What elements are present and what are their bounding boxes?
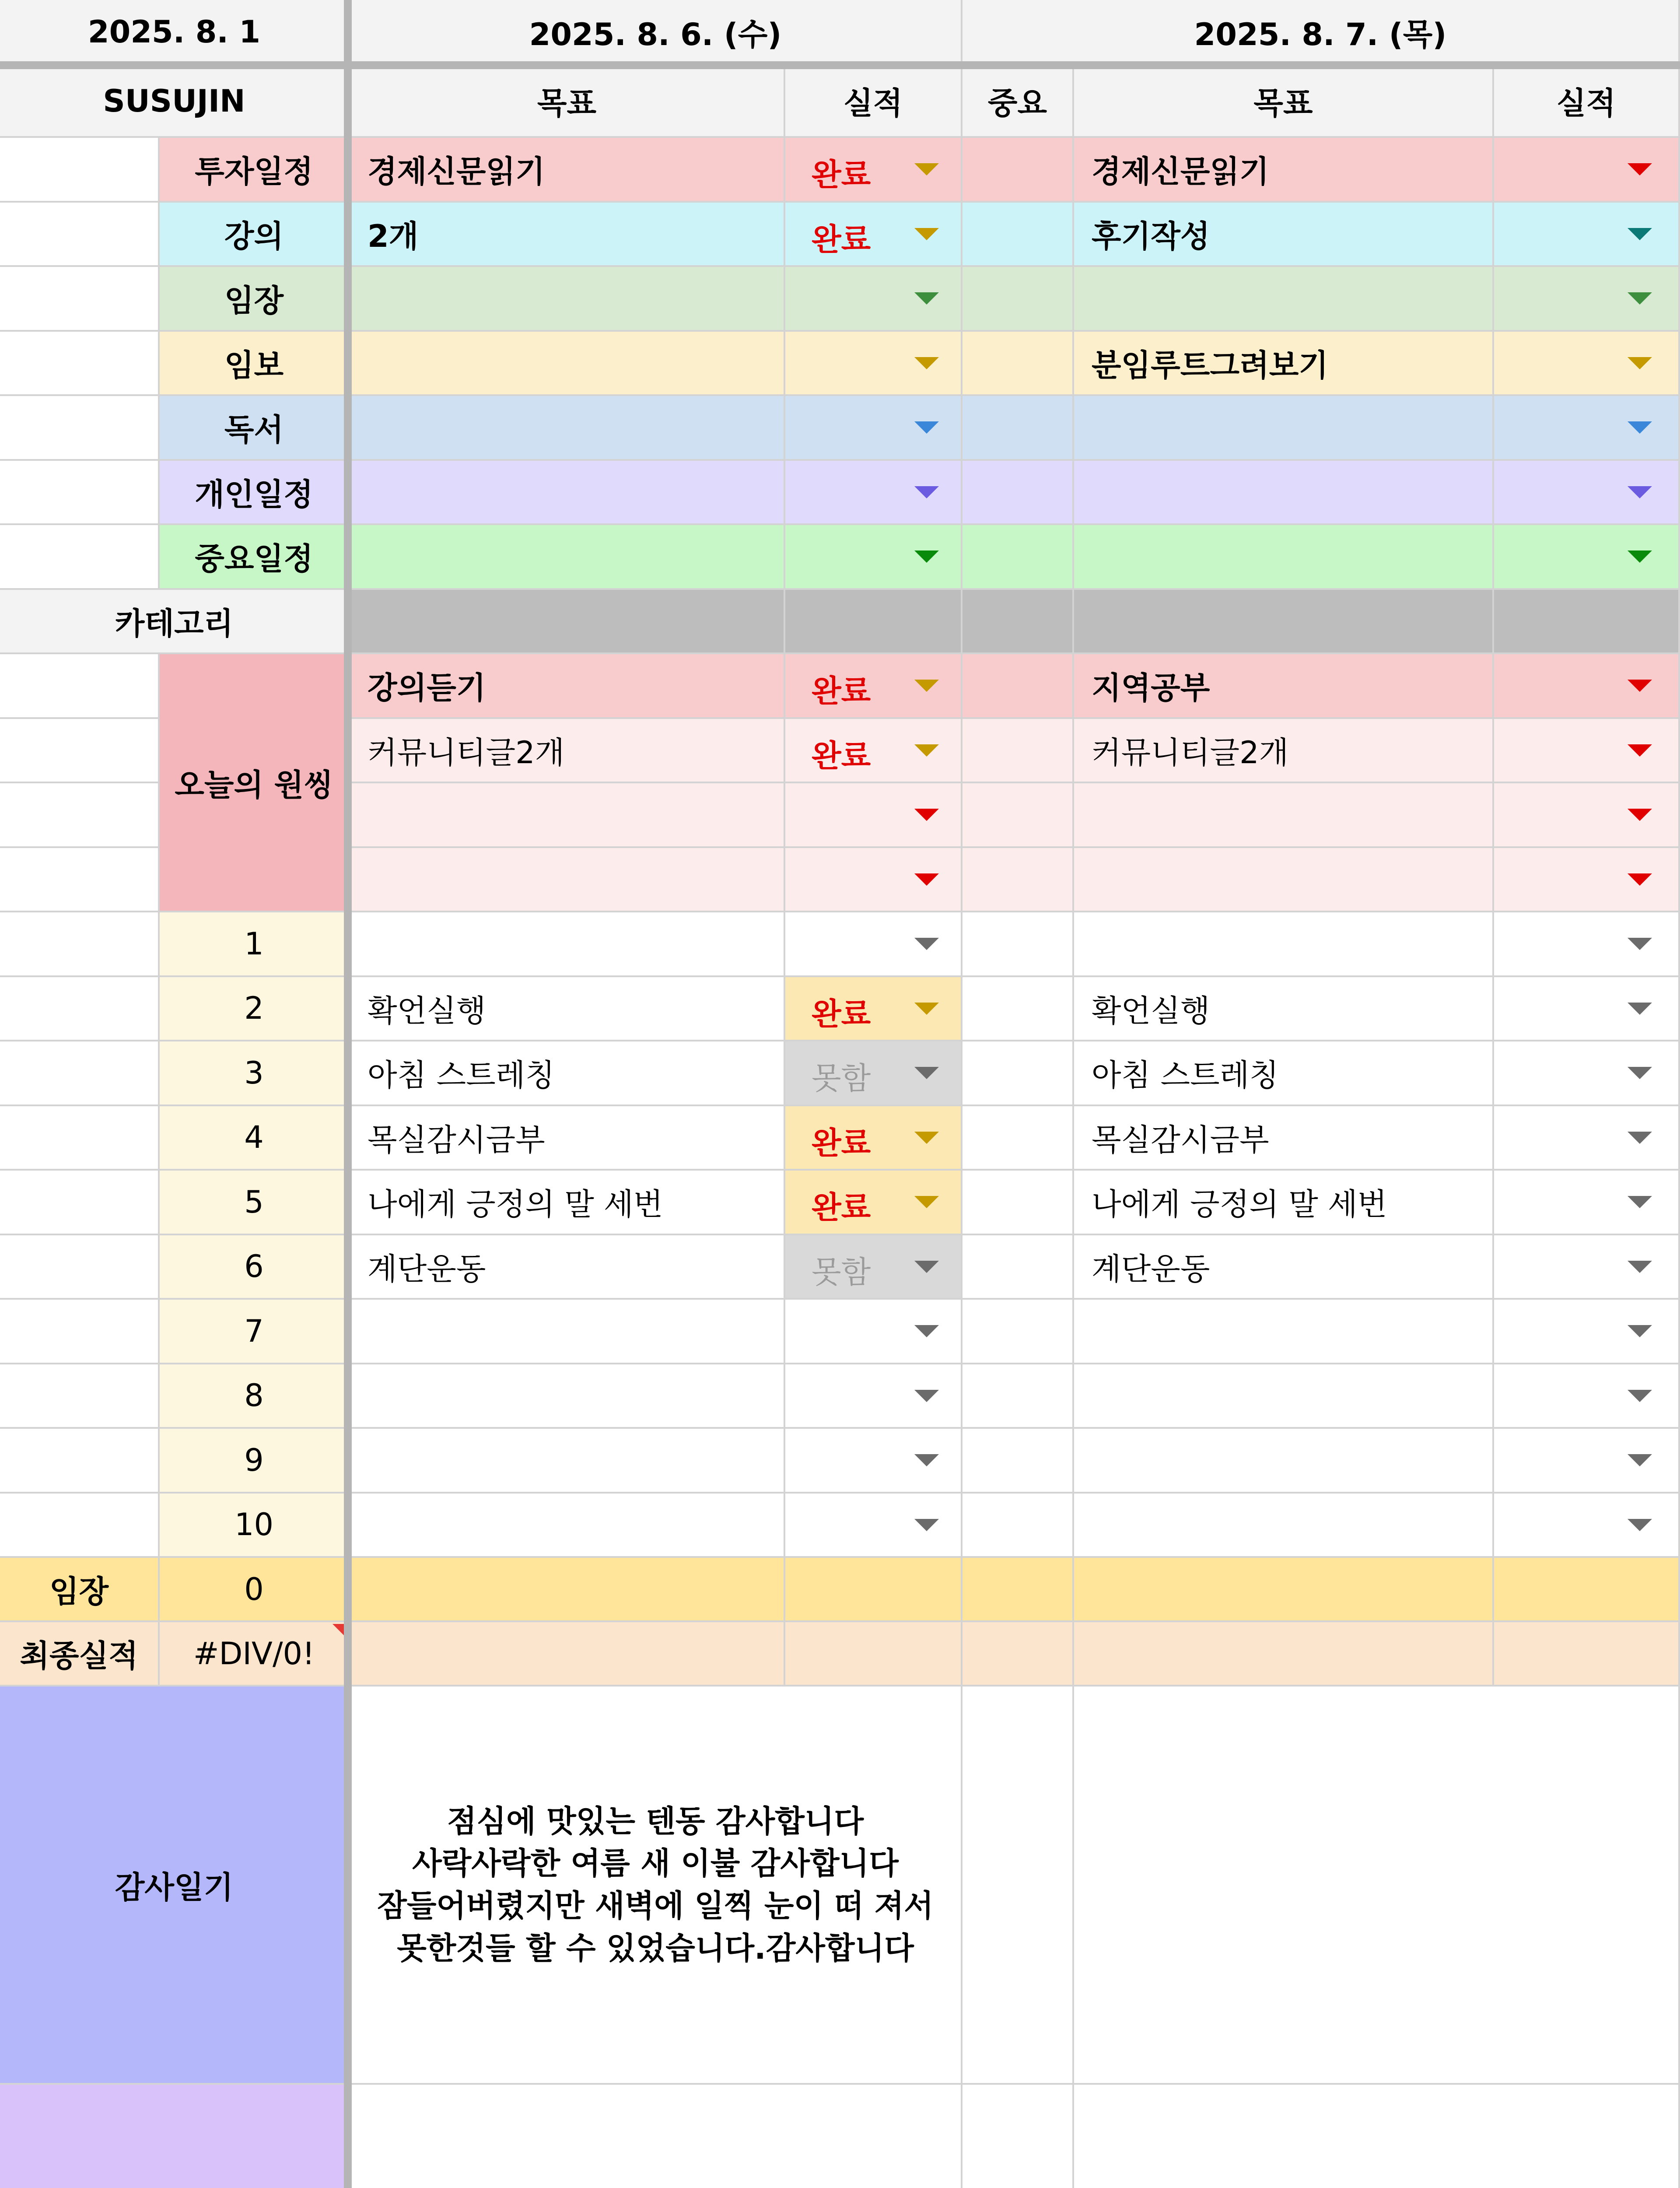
dropdown-arrow-icon[interactable]	[914, 292, 939, 305]
blank-cell	[0, 848, 160, 913]
habit-number: 6	[160, 1235, 350, 1300]
imjang-value: 0	[160, 1558, 350, 1622]
dropdown-arrow-icon[interactable]	[1628, 1196, 1652, 1208]
onething-goal[interactable]: 커뮤니티글2개	[1074, 719, 1494, 784]
result-cell[interactable]	[1494, 912, 1680, 977]
col-goal-1: 목표	[350, 66, 785, 138]
date-left: 2025. 8. 1	[0, 0, 350, 66]
category-label: 강의	[160, 203, 350, 267]
dropdown-arrow-icon[interactable]	[914, 1325, 939, 1337]
category-bar	[1074, 590, 1494, 655]
goal-cell[interactable]: 경제신문읽기	[1074, 138, 1494, 203]
blank-cell	[0, 1429, 160, 1494]
habit-goal[interactable]	[1074, 912, 1494, 977]
dropdown-arrow-icon[interactable]	[1628, 1390, 1652, 1402]
blank-cell	[0, 1494, 160, 1558]
dropdown-arrow-icon[interactable]	[914, 551, 939, 563]
onething-goal[interactable]	[350, 848, 785, 913]
dropdown-arrow-icon[interactable]	[914, 1261, 939, 1273]
result-status: 완료	[812, 221, 871, 257]
result-cell[interactable]	[1494, 138, 1680, 203]
important-cell[interactable]	[962, 525, 1074, 590]
dropdown-arrow-icon[interactable]	[1628, 357, 1652, 369]
habit-number: 2	[160, 977, 350, 1042]
gratitude-line: 사락사락한 여름 새 이불 감사합니다	[412, 1845, 899, 1882]
dropdown-arrow-icon[interactable]	[1628, 163, 1652, 175]
dropdown-arrow-icon[interactable]	[914, 163, 939, 175]
category-label: 임장	[160, 267, 350, 332]
habit-number: 4	[160, 1106, 350, 1171]
result-status: 완료	[812, 737, 871, 774]
habit-goal[interactable]	[350, 912, 785, 977]
dropdown-arrow-icon[interactable]	[1628, 1261, 1652, 1273]
habit-number: 8	[160, 1364, 350, 1429]
habit-goal[interactable]	[1074, 1364, 1494, 1429]
dropdown-arrow-icon[interactable]	[1628, 744, 1652, 757]
goal-cell[interactable]: 분임루트그려보기	[1074, 332, 1494, 396]
dropdown-arrow-icon[interactable]	[914, 1519, 939, 1531]
result-cell[interactable]	[1494, 525, 1680, 590]
gratitude-text[interactable]	[350, 1687, 962, 2085]
result-status: 못함	[812, 1254, 871, 1290]
goal-cell[interactable]	[350, 396, 785, 461]
result-cell[interactable]	[1494, 1429, 1680, 1494]
onething-goal[interactable]: 지역공부	[1074, 654, 1494, 719]
result-status: 완료	[812, 157, 871, 193]
col-result-1: 실적	[785, 66, 962, 138]
blank-cell	[0, 461, 160, 526]
user-name: SUSUJIN	[0, 66, 350, 138]
habit-goal[interactable]: 확언실행	[350, 977, 785, 1042]
date-right: 2025. 8. 7. (목)	[962, 0, 1680, 66]
important-cell[interactable]	[962, 912, 1074, 977]
habit-number: 10	[160, 1494, 350, 1558]
result-status: 완료	[812, 996, 871, 1032]
blank-cell	[962, 1687, 1074, 2085]
important-cell[interactable]	[962, 138, 1074, 203]
blank-cell	[0, 1235, 160, 1300]
dropdown-arrow-icon[interactable]	[914, 1003, 939, 1015]
important-cell[interactable]	[962, 1494, 1074, 1558]
result-cell[interactable]	[1494, 654, 1680, 719]
category-label: 투자일정	[160, 138, 350, 203]
habit-goal[interactable]: 목실감시금부	[1074, 1106, 1494, 1171]
important-cell[interactable]	[962, 1300, 1074, 1364]
result-cell[interactable]	[1494, 1364, 1680, 1429]
blank-cell	[0, 1041, 160, 1106]
blank-cell	[0, 912, 160, 977]
dropdown-arrow-icon[interactable]	[914, 486, 939, 498]
blank-cell	[0, 783, 160, 848]
dropdown-arrow-icon[interactable]	[1628, 809, 1652, 821]
dropdown-arrow-icon[interactable]	[914, 228, 939, 240]
dropdown-arrow-icon[interactable]	[914, 1067, 939, 1079]
blank-cell	[0, 267, 160, 332]
important-cell[interactable]	[962, 267, 1074, 332]
onething-goal[interactable]	[1074, 783, 1494, 848]
col-result-2: 실적	[1494, 66, 1680, 138]
dropdown-arrow-icon[interactable]	[914, 1454, 939, 1466]
category-label: 중요일정	[160, 525, 350, 590]
onething-goal[interactable]	[1074, 848, 1494, 913]
habit-goal[interactable]: 목실감시금부	[350, 1106, 785, 1171]
date-mid: 2025. 8. 6. (수)	[350, 0, 962, 66]
important-cell[interactable]	[962, 654, 1074, 719]
dropdown-arrow-icon[interactable]	[914, 809, 939, 821]
habit-goal[interactable]: 계단운동	[350, 1235, 785, 1300]
dropdown-arrow-icon[interactable]	[1628, 228, 1652, 240]
summary-cell	[785, 1622, 962, 1687]
result-cell[interactable]	[1494, 1171, 1680, 1235]
result-cell[interactable]	[1494, 332, 1680, 396]
important-cell[interactable]	[962, 1106, 1074, 1171]
dropdown-arrow-icon[interactable]	[914, 873, 939, 886]
dropdown-arrow-icon[interactable]	[914, 421, 939, 434]
goal-cell[interactable]: 후기작성	[1074, 203, 1494, 267]
review-label	[0, 2085, 350, 2188]
result-status: 못함	[812, 1060, 871, 1096]
goal-cell[interactable]: 경제신문읽기	[350, 138, 785, 203]
result-cell[interactable]	[1494, 977, 1680, 1042]
habit-goal[interactable]	[350, 1300, 785, 1364]
summary-cell	[1074, 1558, 1494, 1622]
goal-cell[interactable]	[1074, 525, 1494, 590]
habit-goal[interactable]	[350, 1364, 785, 1429]
category-label: 독서	[160, 396, 350, 461]
summary-cell	[962, 1558, 1074, 1622]
habit-goal[interactable]	[1074, 1494, 1494, 1558]
final-label: 최종실적	[0, 1622, 160, 1687]
summary-cell	[1494, 1622, 1680, 1687]
goal-cell[interactable]	[1074, 461, 1494, 526]
habit-goal[interactable]: 아침 스트레칭	[1074, 1041, 1494, 1106]
dropdown-arrow-icon[interactable]	[914, 680, 939, 692]
summary-cell	[350, 1622, 785, 1687]
review-text[interactable]	[350, 2085, 962, 2188]
habit-goal[interactable]	[1074, 1300, 1494, 1364]
dropdown-arrow-icon[interactable]	[1628, 1454, 1652, 1466]
goal-cell[interactable]	[1074, 396, 1494, 461]
blank-cell	[0, 332, 160, 396]
dropdown-arrow-icon[interactable]	[1628, 1067, 1652, 1079]
result-cell[interactable]	[1494, 396, 1680, 461]
gratitude-cell-2[interactable]	[1074, 1687, 1680, 2085]
habit-goal[interactable]	[350, 1429, 785, 1494]
important-cell[interactable]	[962, 848, 1074, 913]
habit-goal[interactable]: 아침 스트레칭	[350, 1041, 785, 1106]
goal-cell[interactable]	[350, 332, 785, 396]
gratitude-line: 못한것들 할 수 있었습니다.감사합니다	[397, 1930, 914, 1966]
result-cell[interactable]	[1494, 783, 1680, 848]
dropdown-arrow-icon[interactable]	[1628, 938, 1652, 950]
important-cell[interactable]	[962, 977, 1074, 1042]
blank-cell	[0, 1364, 160, 1429]
important-cell[interactable]	[962, 1364, 1074, 1429]
important-cell[interactable]	[962, 1041, 1074, 1106]
gratitude-line: 잠들어버렸지만 새벽에 일찍 눈이 떠 져서	[377, 1888, 934, 1924]
result-status: 완료	[812, 1189, 871, 1225]
dropdown-arrow-icon[interactable]	[1628, 486, 1652, 498]
review-cell-2[interactable]	[1074, 2085, 1680, 2188]
blank-cell	[0, 654, 160, 719]
habit-number: 3	[160, 1041, 350, 1106]
important-cell[interactable]	[962, 1235, 1074, 1300]
habit-goal[interactable]	[1074, 1429, 1494, 1494]
important-cell[interactable]	[962, 783, 1074, 848]
final-value: #DIV/0!	[160, 1622, 350, 1687]
frozen-column-divider[interactable]	[344, 0, 352, 2188]
result-cell[interactable]	[1494, 1300, 1680, 1364]
category-label: 임보	[160, 332, 350, 396]
goal-cell[interactable]: 2개	[350, 203, 785, 267]
frozen-row-divider[interactable]	[0, 61, 1680, 69]
dropdown-arrow-icon[interactable]	[914, 1390, 939, 1402]
category-bar	[785, 590, 962, 655]
result-cell[interactable]	[1494, 1235, 1680, 1300]
dropdown-arrow-icon[interactable]	[1628, 1132, 1652, 1144]
habit-number: 1	[160, 912, 350, 977]
dropdown-arrow-icon[interactable]	[914, 744, 939, 757]
blank-cell	[0, 396, 160, 461]
result-cell[interactable]	[1494, 461, 1680, 526]
goal-cell[interactable]	[350, 267, 785, 332]
blank-cell	[962, 2085, 1074, 2188]
category-bar	[1494, 590, 1680, 655]
important-cell[interactable]	[962, 461, 1074, 526]
blank-cell	[0, 719, 160, 784]
col-important: 중요	[962, 66, 1074, 138]
category-label: 개인일정	[160, 461, 350, 526]
one-thing-label: 오늘의 원씽	[160, 654, 350, 912]
result-cell[interactable]	[1494, 1494, 1680, 1558]
blank-cell	[0, 1106, 160, 1171]
important-cell[interactable]	[962, 1171, 1074, 1235]
dropdown-arrow-icon[interactable]	[1628, 680, 1652, 692]
dropdown-arrow-icon[interactable]	[1628, 1325, 1652, 1337]
goal-cell[interactable]	[350, 461, 785, 526]
onething-goal[interactable]: 커뮤니티글2개	[350, 719, 785, 784]
summary-cell	[1494, 1558, 1680, 1622]
habit-number: 5	[160, 1171, 350, 1235]
result-status: 완료	[812, 673, 871, 709]
habit-number: 7	[160, 1300, 350, 1364]
onething-goal[interactable]: 강의듣기	[350, 654, 785, 719]
blank-cell	[0, 977, 160, 1042]
blank-cell	[0, 203, 160, 267]
dropdown-arrow-icon[interactable]	[914, 1132, 939, 1144]
category-header: 카테고리	[0, 590, 350, 655]
habit-goal[interactable]: 계단운동	[1074, 1235, 1494, 1300]
habit-goal[interactable]: 확언실행	[1074, 977, 1494, 1042]
summary-cell	[350, 1558, 785, 1622]
important-cell[interactable]	[962, 396, 1074, 461]
habit-number: 9	[160, 1429, 350, 1494]
result-cell[interactable]	[1494, 267, 1680, 332]
result-cell[interactable]	[1494, 719, 1680, 784]
dropdown-arrow-icon[interactable]	[914, 357, 939, 369]
gratitude-line: 점심에 맛있는 텐동 감사합니다	[447, 1803, 864, 1839]
summary-cell	[785, 1558, 962, 1622]
dropdown-arrow-icon[interactable]	[914, 1196, 939, 1208]
dropdown-arrow-icon[interactable]	[1628, 551, 1652, 563]
dropdown-arrow-icon[interactable]	[914, 938, 939, 950]
result-cell[interactable]	[1494, 203, 1680, 267]
category-bar	[962, 590, 1074, 655]
habit-goal[interactable]: 나에게 긍정의 말 세번	[1074, 1171, 1494, 1235]
important-cell[interactable]	[962, 1429, 1074, 1494]
imjang-label: 임장	[0, 1558, 160, 1622]
col-goal-2: 목표	[1074, 66, 1494, 138]
result-cell[interactable]	[1494, 848, 1680, 913]
summary-cell	[962, 1622, 1074, 1687]
dropdown-arrow-icon[interactable]	[1628, 1519, 1652, 1531]
onething-goal[interactable]	[350, 783, 785, 848]
habit-goal[interactable]: 나에게 긍정의 말 세번	[350, 1171, 785, 1235]
gratitude-label: 감사일기	[0, 1687, 350, 2085]
category-bar	[350, 590, 785, 655]
dropdown-arrow-icon[interactable]	[1628, 1003, 1652, 1015]
summary-cell	[1074, 1622, 1494, 1687]
blank-cell	[0, 1300, 160, 1364]
habit-goal[interactable]	[350, 1494, 785, 1558]
goal-cell[interactable]	[350, 525, 785, 590]
important-cell[interactable]	[962, 719, 1074, 784]
result-status: 완료	[812, 1125, 871, 1161]
blank-cell	[0, 525, 160, 590]
important-cell[interactable]	[962, 203, 1074, 267]
dropdown-arrow-icon[interactable]	[1628, 292, 1652, 305]
blank-cell	[0, 1171, 160, 1235]
blank-cell	[0, 138, 160, 203]
important-cell[interactable]	[962, 332, 1074, 396]
dropdown-arrow-icon[interactable]	[1628, 421, 1652, 434]
result-cell[interactable]	[1494, 1041, 1680, 1106]
result-cell[interactable]	[1494, 1106, 1680, 1171]
dropdown-arrow-icon[interactable]	[1628, 873, 1652, 886]
goal-cell[interactable]	[1074, 267, 1494, 332]
